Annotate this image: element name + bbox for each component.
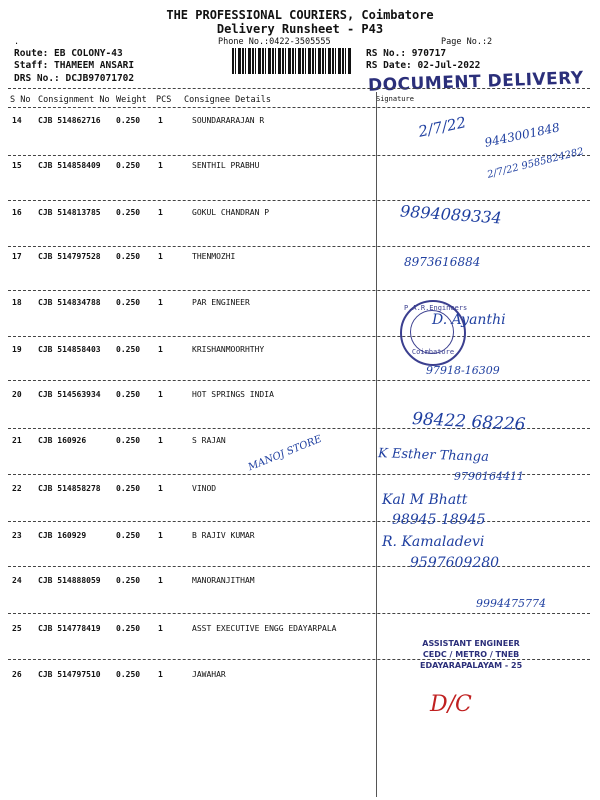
row-pcs: 1 [158, 531, 163, 540]
signature-23-phone: 9597609280 [410, 555, 500, 571]
row-consignee: S RAJAN [192, 436, 226, 445]
signature-16: 9894089334 [399, 201, 503, 228]
signature-19: 97918-16309 [426, 364, 500, 377]
table-row [0, 345, 600, 395]
signature-22-phone: 98945 18945 [392, 512, 486, 528]
signature-18: D. Ayanthi [432, 312, 506, 328]
col-pcs: PCS [156, 95, 172, 105]
row-consignee: ASST EXECUTIVE ENGG EDAYARPALA [192, 624, 337, 633]
row-consignee: SENTHIL PRABHU [192, 161, 260, 170]
signature-21: K Esther Thanga [377, 446, 490, 465]
table-row [0, 298, 600, 348]
document-delivery-stamp: DOCUMENT DELIVERY [367, 68, 585, 96]
seal-bottom-text: Coimbatore [411, 348, 455, 356]
row-consignee: VINOD [192, 484, 217, 493]
row-divider [8, 380, 590, 381]
row-consignment: CJB 514797510 [38, 670, 101, 679]
note-21-store: MANOJ STORE [246, 433, 324, 474]
table-row [0, 484, 600, 534]
page-number: Page No.:2 [441, 37, 493, 47]
row-weight: 0.250 [116, 624, 141, 633]
row-sno: 23 [12, 531, 22, 540]
signature-24: 9994475774 [476, 597, 546, 610]
row-pcs: 1 [158, 345, 163, 354]
row-consignment: CJB 514858403 [38, 345, 101, 354]
row-sno: 18 [12, 298, 22, 307]
row-weight: 0.250 [116, 436, 141, 445]
phone-number: Phone No.:0422-3505555 [218, 37, 331, 47]
row-pcs: 1 [158, 390, 163, 399]
engineer-stamp [420, 638, 522, 671]
row-consignment: CJB 514834788 [38, 298, 101, 307]
row-consignee: GOKUL CHANDRAN P [192, 208, 270, 217]
row-consignment: CJB 514563934 [38, 390, 101, 399]
row-sno: 25 [12, 624, 22, 633]
header-rule-bottom [8, 107, 590, 108]
col-consignee: Consignee Details [184, 95, 271, 105]
col-signature: Signature [376, 95, 414, 103]
row-weight: 0.250 [116, 531, 141, 540]
row-weight: 0.250 [116, 116, 141, 125]
signature-15: 2/7/22 9585824282 [486, 146, 585, 181]
engineer-stamp-line: ASSISTANT ENGINEER [422, 639, 520, 648]
table-row [0, 670, 600, 720]
rs-date: RS Date: 02-Jul-2022 [366, 60, 481, 71]
row-weight: 0.250 [116, 161, 141, 170]
signature-21-phone: 9790164411 [454, 470, 524, 483]
row-sno: 20 [12, 390, 22, 399]
staff: Staff: THAMEEM ANSARI [14, 60, 135, 71]
row-weight: 0.250 [116, 345, 141, 354]
barcode [232, 48, 352, 74]
engineer-stamp-line: CEDC / METRO / TNEB [422, 650, 520, 659]
row-divider [8, 246, 590, 247]
row-sno: 17 [12, 252, 22, 261]
row-consignment: CJB 514858278 [38, 484, 101, 493]
seal-top-text: P.A.R.Engineers [404, 304, 468, 312]
route: Route: EB COLONY-43 [14, 48, 123, 59]
row-sno: 15 [12, 161, 22, 170]
row-pcs: 1 [158, 624, 163, 633]
row-consignment: CJB 514862716 [38, 116, 101, 125]
row-consignee: MANORANJITHAM [192, 576, 255, 585]
row-consignment: CJB 160929 [38, 531, 87, 540]
row-consignment: CJB 514813785 [38, 208, 101, 217]
drs-number: DRS No.: DCJB97071702 [14, 73, 135, 84]
dot-mark: . [14, 37, 20, 47]
row-consignment: CJB 514778419 [38, 624, 101, 633]
row-weight: 0.250 [116, 208, 141, 217]
row-sno: 14 [12, 116, 22, 125]
signature-14-phone: 9443001848 [483, 120, 561, 150]
row-consignment: CJB 514797528 [38, 252, 101, 261]
row-consignee: PAR ENGINEER [192, 298, 250, 307]
company-seal [400, 300, 466, 366]
row-pcs: 1 [158, 436, 163, 445]
row-weight: 0.250 [116, 484, 141, 493]
dc-mark: D/C [430, 692, 472, 717]
row-divider [8, 336, 590, 337]
table-row [0, 252, 600, 302]
row-weight: 0.250 [116, 576, 141, 585]
header-rule-top [8, 88, 590, 89]
row-sno: 19 [12, 345, 22, 354]
col-consignment: Consignment No [38, 95, 110, 105]
row-divider [8, 613, 590, 614]
signature-20: 98422 68226 [411, 409, 527, 435]
company-title: THE PROFESSIONAL COURIERS, Coimbatore [166, 8, 434, 22]
col-weight: Weight [116, 95, 147, 105]
row-sno: 26 [12, 670, 22, 679]
row-pcs: 1 [158, 576, 163, 585]
row-pcs: 1 [158, 252, 163, 261]
row-consignee: B RAJIV KUMAR [192, 531, 255, 540]
row-divider [8, 155, 590, 156]
signature-22: Kal M Bhatt [382, 492, 468, 508]
row-sno: 22 [12, 484, 22, 493]
row-pcs: 1 [158, 670, 163, 679]
row-consignment: CJB 514858409 [38, 161, 101, 170]
row-consignee: HOT SPRINGS INDIA [192, 390, 274, 399]
row-sno: 24 [12, 576, 22, 585]
signature-17: 8973616884 [404, 255, 481, 269]
row-pcs: 1 [158, 298, 163, 307]
engineer-stamp-line: EDAYARAPALAYAM - 25 [420, 661, 523, 670]
row-weight: 0.250 [116, 298, 141, 307]
table-row [0, 531, 600, 581]
row-divider [8, 200, 590, 201]
col-sno: S No [10, 95, 31, 105]
row-pcs: 1 [158, 484, 163, 493]
row-weight: 0.250 [116, 390, 141, 399]
row-weight: 0.250 [116, 252, 141, 261]
row-pcs: 1 [158, 116, 163, 125]
runsheet-title: Delivery Runsheet - P43 [216, 22, 384, 36]
row-consignee: JAWAHAR [192, 670, 226, 679]
row-sno: 21 [12, 436, 22, 445]
row-pcs: 1 [158, 161, 163, 170]
row-consignment: CJB 514888059 [38, 576, 101, 585]
row-consignee: KRISHANMOORHTHY [192, 345, 265, 354]
row-pcs: 1 [158, 208, 163, 217]
rs-number: RS No.: 970717 [366, 48, 447, 59]
signature-23: R. Kamaladevi [382, 534, 485, 550]
row-divider [8, 521, 590, 522]
row-sno: 16 [12, 208, 22, 217]
table-row [0, 208, 600, 258]
row-consignee: THENMOZHI [192, 252, 236, 261]
row-weight: 0.250 [116, 670, 141, 679]
row-consignee: SOUNDARARAJAN R [192, 116, 265, 125]
signature-14-date: 2/7/22 [416, 113, 468, 141]
row-consignment: CJB 160926 [38, 436, 87, 445]
row-divider [8, 290, 590, 291]
row-divider [8, 566, 590, 567]
